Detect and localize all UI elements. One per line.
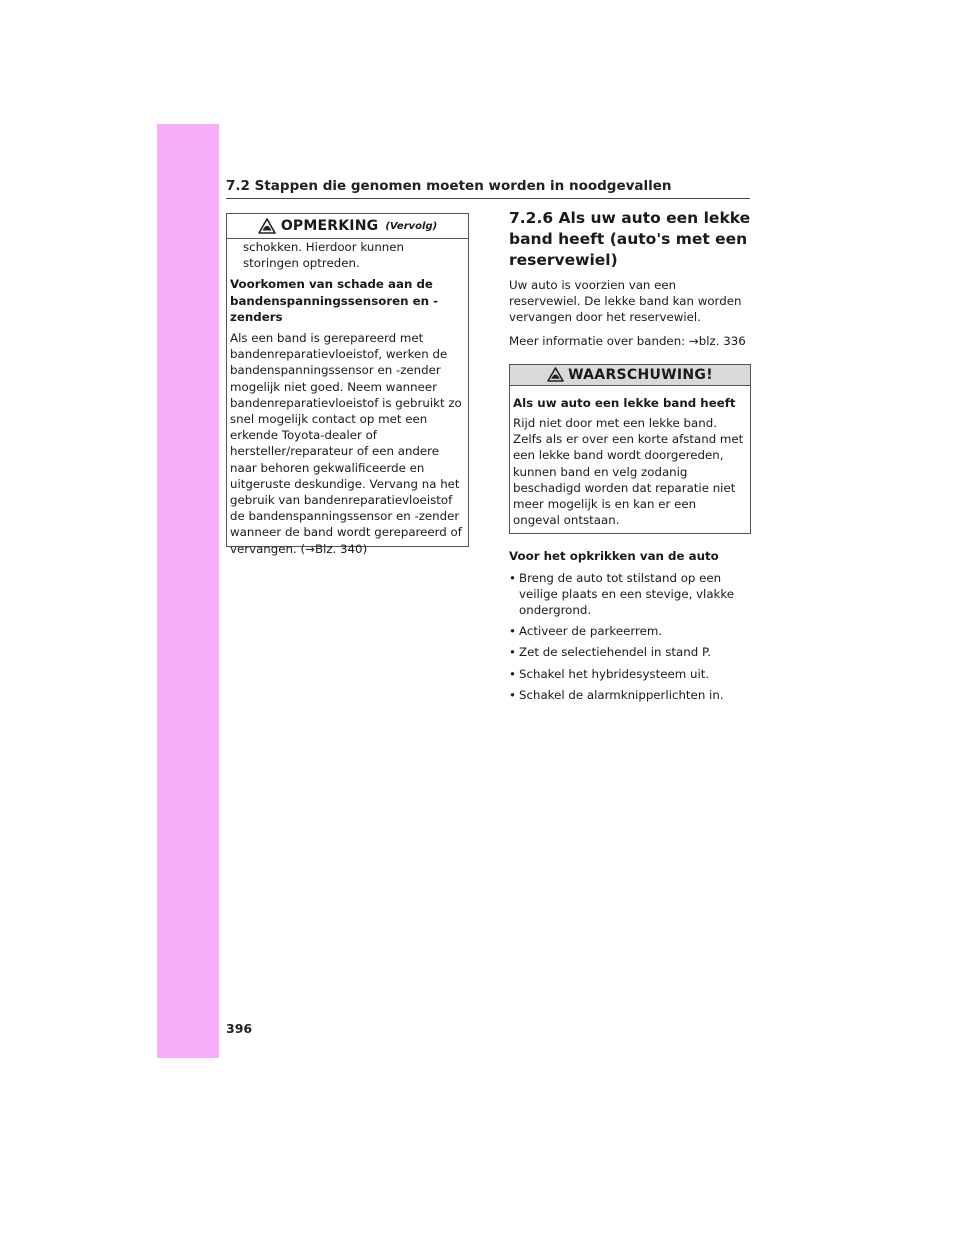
- bullet-icon: •: [509, 570, 516, 585]
- notice-continued: (Vervolg): [385, 220, 438, 232]
- list-item: • Schakel het hybridesysteem uit.: [509, 666, 710, 681]
- notice-line1: schokken. Hierdoor kunnen storingen optreden.: [243, 240, 405, 271]
- notice-text: Als een band is gerepareerd met bandenreparatievloeistof, werken de bandenspanningssensor en -zender mogelijk niet goed. Neem wanneer bandenreparatievloeistof is gebruikt zo snel mogelijk contact op met een erkende Toyota-dealer of hersteller/reparateur of een andere naar behoren gekwalificeerde en uitgeruste deskundige. Vervang na het gebruik van bandenreparatievloeistof de bandenspanningssensor en -zender wanneer de band wordt gerepareerd of vervangen. (→Blz. 340): [230, 331, 462, 556]
- jacking-list: [509, 570, 751, 703]
- notice-body: [227, 239, 468, 557]
- notice-title: OPMERKING: [280, 218, 379, 234]
- page-number: 396: [226, 1021, 253, 1036]
- caution-triangle-icon: [258, 218, 276, 234]
- bullet-icon: •: [509, 624, 516, 639]
- right-column: [509, 208, 751, 708]
- warning-subheading: Als uw auto een lekke band heeft: [513, 395, 736, 410]
- jacking-heading: Voor het opkrikken van de auto: [509, 549, 719, 564]
- notice-box: [226, 213, 469, 556]
- side-color-band: [157, 124, 219, 1058]
- warning-box: [509, 364, 751, 535]
- bullet-icon: •: [509, 645, 516, 660]
- warning-header: [510, 365, 750, 386]
- warning-body: [510, 386, 750, 534]
- list-item: • Activeer de parkeerrem.: [509, 624, 663, 639]
- list-item: • Breng de auto tot stilstand op een veilige plaats en een stevige, vlakke ondergrond.: [509, 570, 735, 618]
- section-header: 7.2 Stappen die genomen moeten worden in noodgevallen: [226, 178, 750, 199]
- notice-subheading: Voorkomen van schade aan de bandenspanningssensoren en -zenders: [230, 277, 439, 324]
- notice-header: [227, 214, 468, 239]
- list-item: • Schakel de alarmknipperlichten in.: [509, 687, 724, 702]
- more-info-link[interactable]: Meer informatie over banden: →blz. 336: [509, 333, 746, 348]
- bullet-icon: •: [509, 687, 516, 702]
- section-heading: 7.2.6 Als uw auto een lekke band heeft (auto's met een reservewiel): [509, 209, 751, 269]
- section-intro: Uw auto is voorzien van een reservewiel. De lekke band kan worden vervangen door het reservewiel.: [509, 278, 742, 325]
- warning-triangle-icon: [547, 367, 564, 382]
- bullet-icon: •: [509, 666, 516, 681]
- warning-text: Rijd niet door met een lekke band. Zelfs als er over een korte afstand met een lekke band wordt doorgereden, kunnen band en velg zodanig beschadigd worden dat reparatie niet meer mogelijk is en kan er een ongeval ontstaan.: [513, 416, 744, 528]
- list-item: • Zet de selectiehendel in stand P.: [509, 645, 712, 660]
- warning-title: WAARSCHUWING!: [568, 366, 713, 383]
